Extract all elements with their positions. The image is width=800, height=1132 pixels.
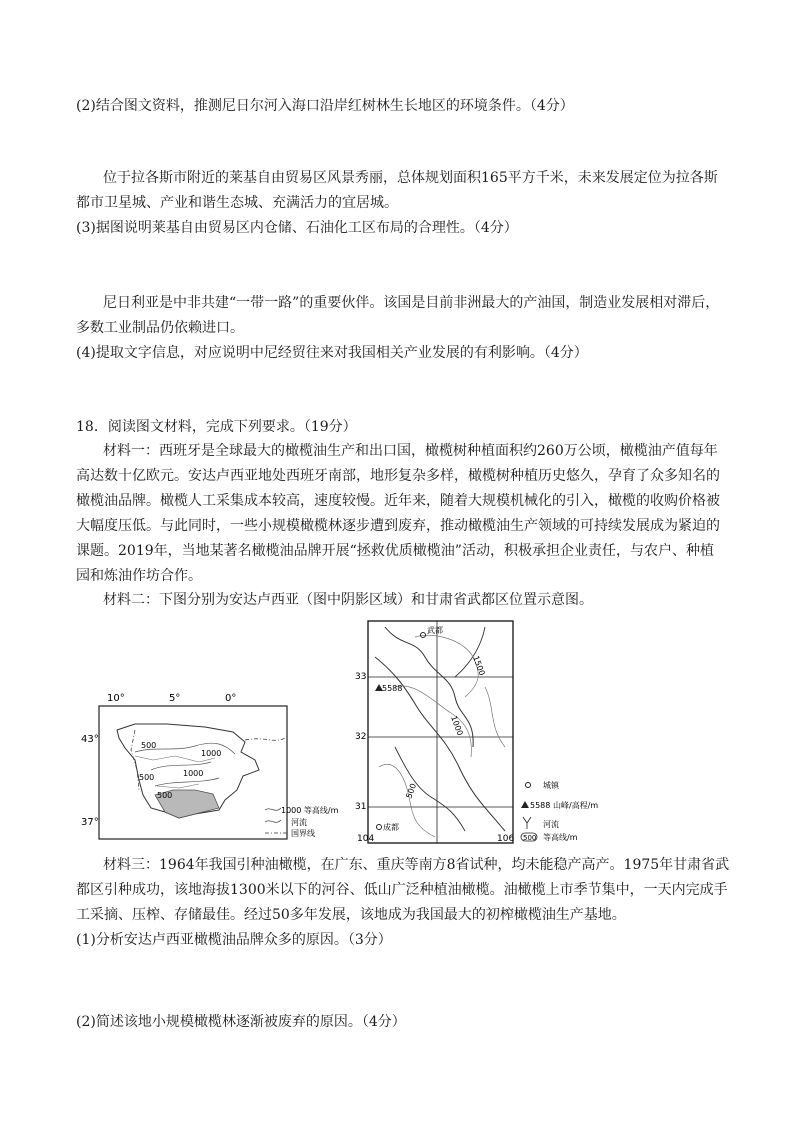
- q18-material-1-line5: 课题。2019年，当地某著名橄榄油品牌开展“拯救优质橄榄油”活动，积极承担企业责任，与农户、种植: [76, 543, 714, 559]
- q17-material-3-line1: 位于拉各斯市附近的莱基自由贸易区风景秀丽，总体规划面积165平方千米，未来发展定位为拉各斯: [103, 170, 718, 186]
- q18-material-1-line4: 大幅度压低。与此同时，一些小规模橄榄林逐步遭到废弃，推动橄榄油生产领域的可持续发展成为紧迫的: [76, 518, 720, 534]
- q17-material-4-line1: 尼日利亚是中非共建“一带一路”的重要伙伴。该国是目前非洲最大的产油国，制造业发展相对滞后，: [103, 295, 720, 311]
- legend-river-text: 河流: [291, 818, 307, 827]
- spain-map: [81, 690, 357, 840]
- q18-material-3-line1: 材料三：1964年我国引种油橄榄，在广东、重庆等南方8省试种，均未能稳产高产。1975年甘肃省武: [103, 857, 730, 873]
- wudu-map-frame: [368, 621, 513, 843]
- q18-question-1: (1)分析安达卢西亚橄榄油品牌众多的原因。（3分）: [76, 932, 392, 948]
- q17-question-4: (4)提取文字信息，对应说明中尼经贸往来对我国相关产业发展的有利影响。（4分）: [76, 345, 588, 361]
- contour-label: 500: [157, 791, 173, 800]
- contour-line: [155, 778, 219, 786]
- legend-peak-value: 5588: [530, 801, 551, 810]
- contour-label: 500: [139, 773, 155, 782]
- q18-material-2: 材料二：下图分别为安达卢西亚（图中阴影区域）和甘肃省武都区位置示意图。: [103, 592, 593, 608]
- contour-label: 1500: [471, 654, 487, 677]
- q18-title: 18．阅读图文材料，完成下列要求。（19分）: [76, 419, 357, 435]
- q17-material-4-line2: 多数工业制品仍依赖进口。: [76, 320, 244, 336]
- spain-lat-label: 43°: [81, 734, 99, 745]
- legend-peak-symbol: [521, 801, 529, 808]
- legend-border-text: 国界线: [291, 829, 315, 838]
- legend-contour-text: 等高线/m: [543, 833, 578, 842]
- q17-question-2: (2)结合图文资料，推测尼日尔河入海口沿岸红树林生长地区的环境条件。（4分）: [76, 98, 574, 114]
- legend-contour-value: 500: [523, 834, 537, 842]
- spain-lon-label: 10°: [107, 693, 125, 704]
- chengdu-city-marker: [377, 825, 382, 830]
- contour-line: [485, 687, 505, 747]
- q18-material-3-line3: 工采摘、压榨、存储最佳。经过50多年发展，该地成为我国最大的初榨橄榄油生产基地。: [76, 907, 626, 923]
- wudu-map: [355, 617, 615, 849]
- q18-material-1-line6: 园和炼油作坊合作。: [76, 568, 202, 584]
- legend-river-text: 河流: [543, 820, 559, 829]
- legend-contour-symbol: [265, 808, 281, 810]
- contour-line: [415, 635, 478, 697]
- legend-city-text: 城镇: [543, 781, 559, 790]
- contour-label: 500: [404, 782, 419, 800]
- border-line: [245, 738, 285, 740]
- wudu-city-label: 武都: [427, 626, 443, 635]
- wudu-lat-label: 32: [355, 732, 367, 742]
- peak-label: 5588: [382, 684, 403, 693]
- contour-label: 1000: [449, 714, 465, 737]
- contour-label: 1000: [201, 749, 222, 758]
- q17-material-3-line2: 都市卫星城、产业和谐生态城、充满活力的宜居城。: [76, 195, 398, 211]
- spain-lon-label: 5°: [169, 693, 181, 704]
- river-line: [395, 747, 465, 831]
- spain-lat-label: 37°: [81, 817, 99, 828]
- chengdu-label: 成都: [383, 823, 399, 832]
- wudu-lat-label: 33: [355, 672, 367, 682]
- legend-contour-text: 1000 等高线/m: [281, 806, 339, 815]
- q18-question-2: (2)简述该地小规模橄榄林逐渐被废弃的原因。（4分）: [76, 1014, 406, 1030]
- wudu-lon-label: 106: [497, 834, 515, 844]
- q18-material-1-line2: 高达数十亿欧元。安达卢西亚地处西班牙南部，地形复杂多样，橄榄树种植历史悠久，孕育了众多知名的: [76, 468, 720, 484]
- q17-question-3: (3)据图说明莱基自由贸易区内仓储、石油化工区布局的合理性。（4分）: [76, 220, 518, 236]
- contour-label: 500: [141, 741, 157, 750]
- wudu-lon-label: 104: [357, 834, 375, 844]
- q18-material-1-line1: 材料一：西班牙是全球最大的橄榄油生产和出口国，橄榄树种植面积约260万公顷，橄榄油产值每年: [103, 443, 718, 459]
- legend-river-symbol: [265, 820, 281, 822]
- q18-material-3-line2: 都区引种成功，该地海拔1300米以下的河谷、低山广泛种植油橄榄。油橄榄上市季节集中，一天内完成手: [76, 882, 728, 898]
- river-line: [157, 784, 199, 788]
- legend-peak-text: 山峰/高程/m: [553, 801, 599, 810]
- wudu-lat-label: 31: [355, 802, 367, 812]
- legend-river-symbol: [523, 817, 531, 829]
- contour-label: 1000: [183, 769, 204, 778]
- spain-lon-label: 0°: [225, 693, 237, 704]
- q18-material-1-line3: 橄榄油品牌。橄榄人工采集成本较高，速度较慢。近年来，随着大规模机械化的引入，橄榄的收购价格被: [76, 493, 720, 509]
- legend-city-symbol: [526, 783, 531, 788]
